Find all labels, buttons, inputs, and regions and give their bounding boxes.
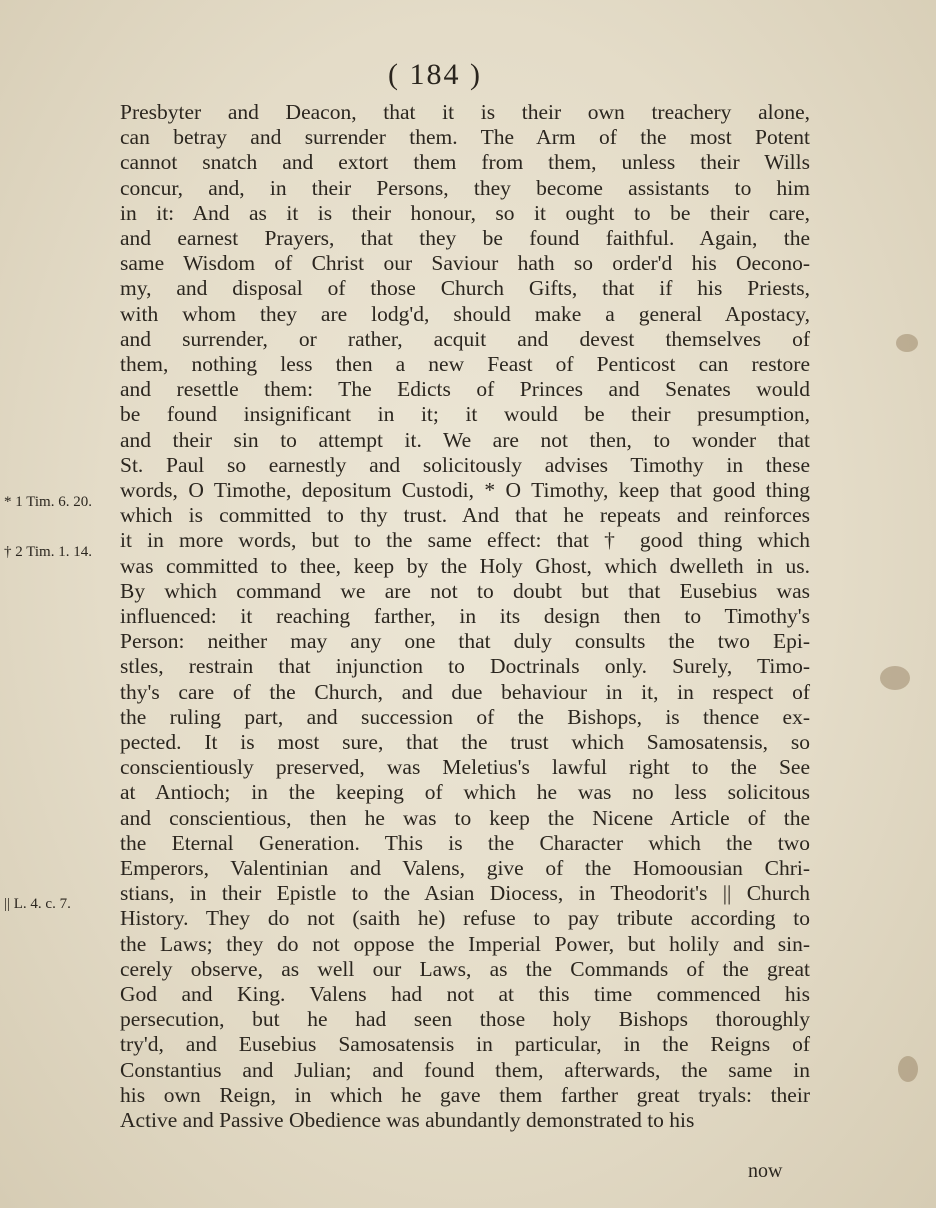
text-line: same Wisdom of Christ our Saviour hath so order'd his Oecono- — [120, 251, 810, 276]
text-line: the Eternal Generation. This is the Character which the two — [120, 830, 810, 855]
text-line: By which command we are not to doubt but that Eusebius was — [120, 578, 810, 603]
text-line: at Antioch; in the keeping of which he was no less solicitous — [120, 780, 810, 805]
text-line: them, nothing less then a new Feast of Penticost can restore — [120, 352, 810, 376]
text-line: words, O Timothe, depositum Custodi, * O Timothy, keep that good thing — [120, 478, 810, 502]
text-line: persecution, but he had seen those holy Bishops thoroughly — [120, 1007, 810, 1032]
text-line: with whom they are lodg'd, should make a general Apostacy, — [120, 301, 810, 326]
margin-note-1-tim: * 1 Tim. 6. 20. — [4, 494, 92, 510]
text-line: and surrender, or rather, acquit and devest themselves of — [120, 326, 810, 351]
text-line: Person: neither may any one that duly consults the two Epi- — [120, 629, 810, 654]
catchword: now — [748, 1160, 783, 1182]
text-line: influenced: it reaching farther, in its design then to Timothy's — [120, 604, 810, 628]
text-line: my, and disposal of those Church Gifts, that if his Priests, — [120, 276, 810, 301]
text-line: thy's care of the Church, and due behaviour in it, in respect of — [120, 679, 810, 704]
text-line: which is committed to thy trust. And that he repeats and reinforces — [120, 503, 810, 528]
text-line: in it: And as it is their honour, so it ought to be their care, — [120, 200, 810, 225]
text-line: be found insignificant in it; it would be their presumption, — [120, 402, 810, 427]
text-line: can betray and surrender them. The Arm of the most Potent — [120, 125, 810, 150]
page-stain — [898, 1056, 918, 1082]
text-line: and conscientious, then he was to keep the Nicene Article of the — [120, 805, 810, 830]
text-line: cannot snatch and extort them from them, unless their Wills — [120, 150, 810, 175]
text-line: pected. It is most sure, that the trust which Samosatensis, so — [120, 730, 810, 754]
text-line: and earnest Prayers, that they be found faithful. Again, the — [120, 226, 810, 250]
text-line: History. They do not (saith he) refuse to pay tribute according to — [120, 906, 810, 931]
page-stain — [880, 666, 910, 690]
text-line: God and King. Valens had not at this time commenced his — [120, 982, 810, 1006]
text-line: it in more words, but to the same effect: that † good thing which — [120, 528, 810, 553]
text-line: his own Reign, in which he gave them farther great tryals: their — [120, 1082, 810, 1107]
text-line: conscientiously preserved, was Meletius's lawful right to the See — [120, 755, 810, 780]
margin-note-lib-4: || L. 4. c. 7. — [4, 896, 71, 912]
text-line: St. Paul so earnestly and solicitously advises Timothy in these — [120, 452, 810, 477]
text-line: the ruling part, and succession of the Bishops, is thence ex- — [120, 704, 810, 729]
margin-note-2-tim: † 2 Tim. 1. 14. — [4, 544, 92, 560]
text-line: and resettle them: The Edicts of Princes and Senates would — [120, 377, 810, 402]
page-number: ( 184 ) — [388, 58, 482, 91]
text-line: Presbyter and Deacon, that it is their own treachery alone, — [120, 100, 810, 124]
text-line: try'd, and Eusebius Samosatensis in particular, in the Reigns of — [120, 1032, 810, 1057]
text-line: was committed to thee, keep by the Holy Ghost, which dwelleth in us. — [120, 553, 810, 578]
text-line: the Laws; they do not oppose the Imperial Power, but holily and sin- — [120, 931, 810, 956]
text-line: Emperors, Valentinian and Valens, give of the Homoousian Chri- — [120, 856, 810, 880]
text-line: Active and Passive Obedience was abundantly demonstrated to his — [120, 1108, 695, 1132]
text-line: Constantius and Julian; and found them, afterwards, the same in — [120, 1057, 810, 1082]
text-line: and their sin to attempt it. We are not then, to wonder that — [120, 427, 810, 452]
text-line: stians, in their Epistle to the Asian Diocess, in Theodorit's || Church — [120, 881, 810, 906]
page-stain — [896, 334, 918, 352]
text-line: concur, and, in their Persons, they become assistants to him — [120, 175, 810, 200]
text-line: stles, restrain that injunction to Doctrinals only. Surely, Timo- — [120, 654, 810, 679]
text-line: cerely observe, as well our Laws, as the Commands of the great — [120, 956, 810, 981]
